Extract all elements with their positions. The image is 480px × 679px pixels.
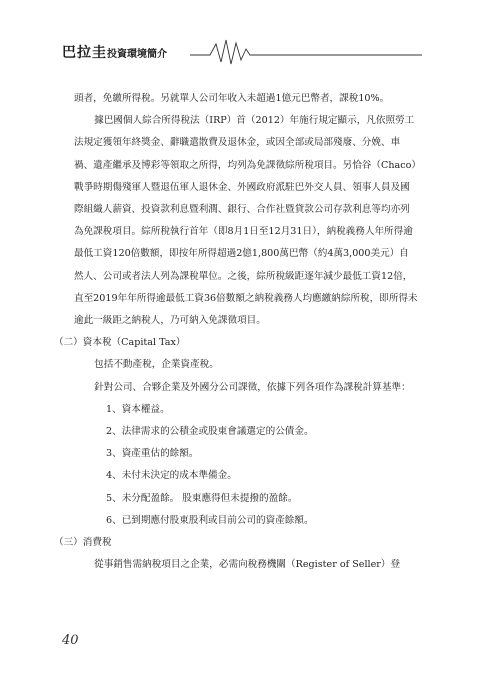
- paragraph-continuation: 頭者，免繳所得稅。另就單人公司年收入未超過1億元巴幣者，課稅10%。: [74, 93, 390, 104]
- page-number: 40: [62, 633, 79, 648]
- paragraph-capital-tax-basis: 針對公司、合夥企業及外國分公司課徵，依據下列各項作為課稅計算基準：: [94, 381, 411, 393]
- paragraph-consumption-tax: 從事銷售需納稅項目之企業，必需向稅務機關（Register of Seller）登: [94, 559, 401, 571]
- header-title: [62, 42, 167, 62]
- header-title-subtitle: 投資環境簡介: [107, 49, 167, 60]
- list-item: 2、法律需求的公積金或股東會議選定的公債金。: [106, 426, 314, 438]
- paragraph-capital-tax-scope: 包括不動產稅，企業資產稅。: [94, 359, 219, 371]
- list-item: 4、未付未決定的成本準備金。: [106, 470, 237, 482]
- section-heading-capital-tax: （二）資本稅（Capital Tax）: [54, 337, 186, 349]
- list-item: 3、資產重估的餘額。: [106, 448, 199, 460]
- page-body: [54, 88, 418, 576]
- list-item: 1、資本權益。: [106, 403, 170, 415]
- section-heading-consumption-tax: （三）消費稅: [54, 537, 112, 549]
- paragraph-personal-income-tax: 據巴國個人綜合所得稅法（IRP）首（2012）年施行規定顯示，凡依照勞工法規定獲領年終獎金、辭職遣散費及退休金，或因全部或局部殘廢、分娩、車禍、遺產繼承及博彩等領取之所得，均列為免課徵綜所稅項目。另恰谷（Chaco）戰爭時期傷殘軍人暨退伍軍人退休金、外國政府派駐巴外交人員、領事人員及國際組織人薪資、投資款利息暨利潤、銀行、合作社暨貸款公司存款利息等均亦列為免課稅項目。綜所稅執行首年（即8月1日至12月31日），納稅義務人年所得逾最低工資120倍數額，即按年所得超過2億1,800萬巴幣（約4萬3,000美元）自然人、公司或者法人列為課稅單位。之後，綜所稅級距逐年減少最低工資12倍，直至2019年年所得逾最低工資36倍數額之納稅義務人均應繳納綜所稅，即所得未逾此一級距之納稅人，乃可納入免課徵項目。: [74, 115, 418, 327]
- page-header: [0, 0, 480, 70]
- list-item: 5、未分配盈餘。 股東應得但未提撥的盈餘。: [106, 492, 298, 504]
- header-title-country: 巴拉圭: [62, 45, 107, 61]
- list-item: 6、已到期應付股東股利或目前公司的資產餘額。: [106, 514, 314, 526]
